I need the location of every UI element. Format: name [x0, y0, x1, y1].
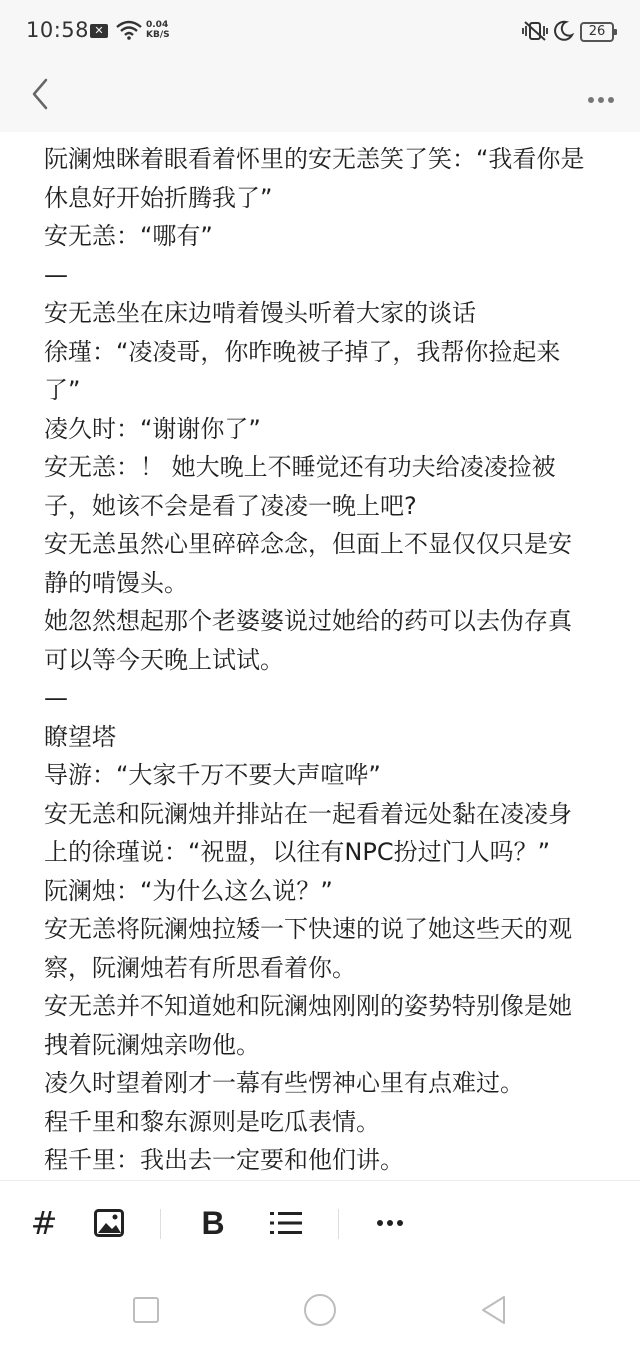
network-speed: [146, 20, 170, 40]
text-line: 徐瑾：“凌凌哥，你昨晚被子掉了，我帮你捡起来: [44, 337, 561, 366]
text-line: 察，阮澜烛若有所思看着你。: [44, 953, 356, 982]
text-line: 程千里：我出去一定要和他们讲。: [44, 1146, 404, 1174]
formatting-toolbar: [0, 1180, 640, 1267]
text-line: 了”: [44, 376, 81, 404]
more-options-icon[interactable]: [584, 88, 614, 107]
network-speed-unit: KB/S: [146, 30, 170, 40]
text-line: 安无恙：“哪有”: [44, 222, 213, 250]
wifi-icon: [116, 20, 142, 40]
text-line: 安无恙：！ 她大晚上不睡觉还有功夫给凌凌捡被: [44, 453, 556, 481]
vibrate-icon: [522, 20, 548, 42]
text-line: 阮澜烛：“为什么这么说？”: [44, 876, 333, 905]
text-line: 休息好开始折腾我了”: [44, 183, 273, 212]
text-line: 安无恙坐在床边啃着馒头听着大家的谈话: [44, 299, 476, 327]
toolbar-divider: [160, 1209, 161, 1239]
toolbar-divider: [338, 1209, 339, 1239]
status-time: 10:58: [26, 18, 90, 42]
text-line: 安无恙将阮澜烛拉矮一下快速的说了她这些天的观: [44, 915, 572, 943]
text-line: 安无恙虽然心里碎碎念念，但面上不显仅仅只是安: [44, 530, 572, 558]
battery-indicator: 26: [580, 22, 614, 42]
text-line: 安无恙并不知道她和阮澜烛刚刚的姿势特别像是她: [44, 992, 572, 1020]
text-line: 安无恙和阮澜烛并排站在一起看着远处黏在凌凌身: [44, 799, 572, 828]
text-line: 凌久时望着刚才一幕有些愣神心里有点难过。: [44, 1069, 524, 1097]
network-speed-value: 0.04: [146, 20, 169, 30]
notification-x-icon: ✕: [90, 24, 108, 38]
more-dot-icon: [387, 1220, 393, 1226]
more-formatting-button[interactable]: [370, 1203, 410, 1243]
back-chevron-icon[interactable]: [26, 74, 56, 114]
text-lines: [44, 140, 604, 1180]
text-line: 瞭望塔: [44, 722, 116, 751]
text-line: 可以等今天晚上试试。: [44, 645, 284, 674]
text-line: 凌久时：“谢谢你了”: [44, 414, 261, 443]
more-dot-icon: [377, 1220, 383, 1226]
image-icon: [94, 1209, 124, 1237]
status-bar: [0, 0, 640, 64]
back-triangle-icon[interactable]: [478, 1294, 510, 1326]
text-line: 程千里和黎东源则是吃瓜表情。: [44, 1107, 380, 1136]
hashtag-button[interactable]: [26, 1203, 62, 1243]
more-dot-icon: [397, 1220, 403, 1226]
insert-image-button[interactable]: [92, 1203, 126, 1243]
text-line: 拽着阮澜烛亲吻他。: [44, 1030, 260, 1059]
system-navigation-bar: [0, 1266, 640, 1351]
text-line: 阮澜烛眯着眼看着怀里的安无恙笑了笑：“我看你是: [44, 145, 585, 173]
home-icon[interactable]: [302, 1292, 338, 1328]
moon-icon: [552, 20, 574, 42]
editor-content[interactable]: [0, 132, 640, 1180]
text-line: 导游：“大家千万不要大声喧哗”: [44, 761, 381, 789]
list-icon: [270, 1209, 302, 1237]
recent-apps-icon[interactable]: [132, 1296, 160, 1324]
top-nav: [0, 64, 640, 130]
text-line: —: [44, 684, 68, 712]
bold-icon: B: [201, 1204, 225, 1241]
text-line: 静的啃馒头。: [44, 568, 188, 597]
hashtag-icon: #: [30, 1204, 58, 1242]
text-line: 上的徐瑾说：“祝盟，以往有NPC扮过门人吗？”: [44, 838, 551, 866]
bold-button[interactable]: [196, 1203, 230, 1243]
text-line: 子，她该不会是看了凌凌一晚上吧?: [44, 491, 417, 520]
list-button[interactable]: [268, 1203, 304, 1243]
text-line: —: [44, 260, 68, 289]
text-line: 她忽然想起那个老婆婆说过她给的药可以去伪存真: [44, 607, 572, 635]
